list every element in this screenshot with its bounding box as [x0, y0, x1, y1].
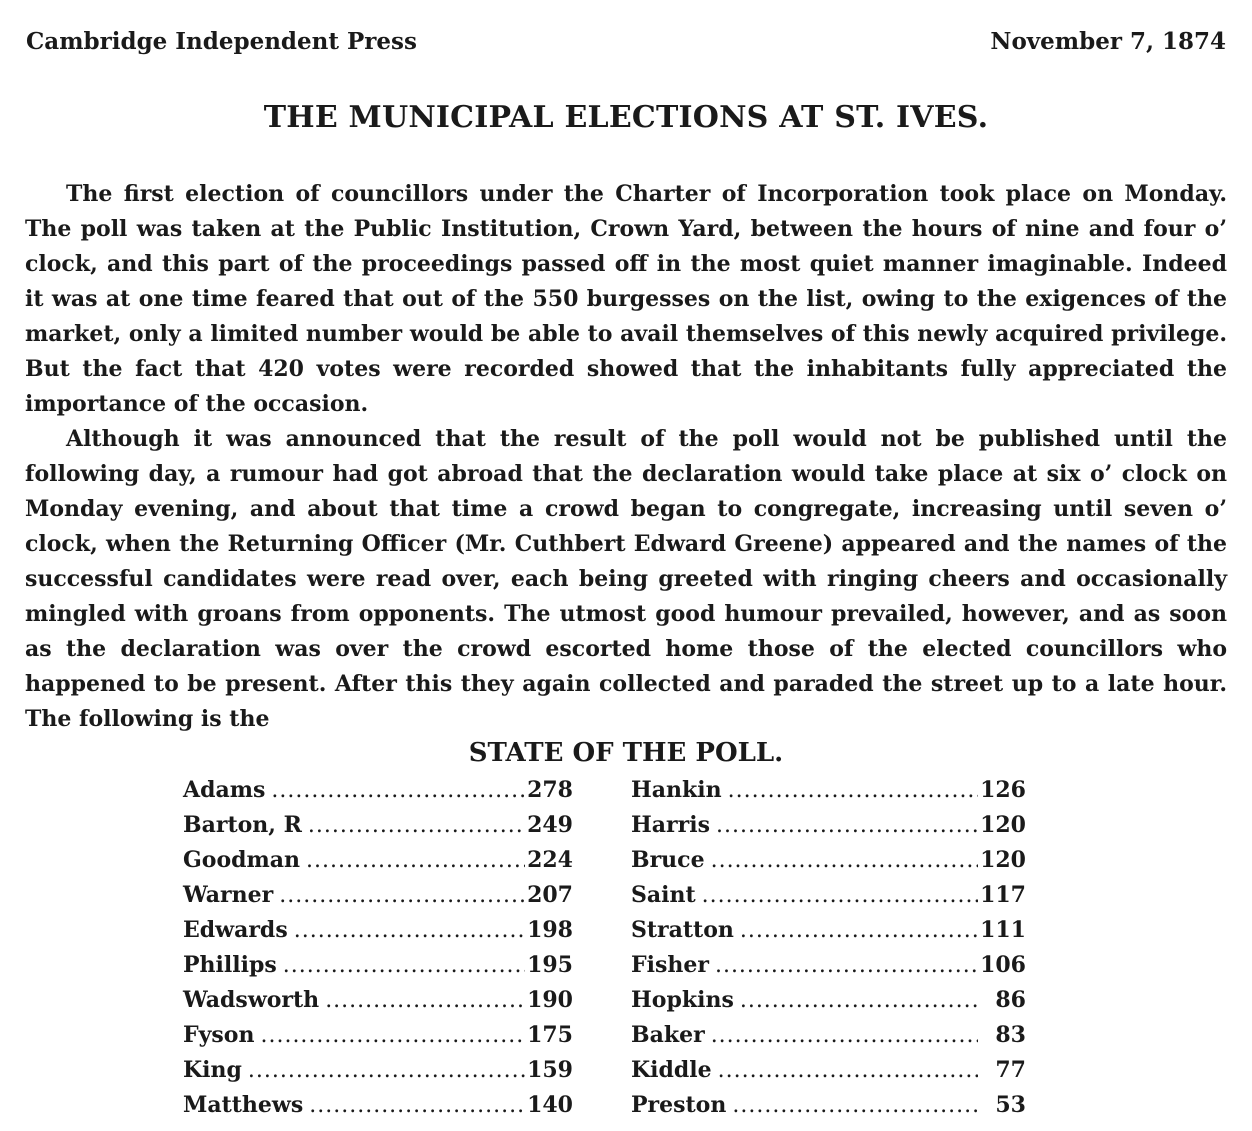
vote-count: 120	[980, 812, 1026, 838]
candidate-name: Warner	[183, 882, 274, 908]
leader-dots	[718, 1058, 978, 1083]
poll-row	[631, 917, 1026, 952]
poll-column-right	[631, 777, 1026, 1127]
article-paragraph: The first election of councillors under the Charter of Incorporation took place on Monday. The poll was taken at the Public Institution, Crown Yard, between the hours of nine and four o’ clock, and this part of the proceedings passed off in the most quiet manner imaginable. Indeed it was at one time feared that out of the 550 burgesses on the list, owing to the exigences of the market, only a limited number would be able to avail themselves of this newly acquired privilege. But the fact that 420 votes were recorded showed that the inhabitants fully appreciated the importance of the occasion.	[25, 181, 1227, 417]
poll-row	[183, 1092, 573, 1127]
poll-row	[183, 987, 573, 1022]
article-title: THE MUNICIPAL ELECTIONS AT ST. IVES.	[263, 100, 989, 135]
masthead	[26, 28, 1226, 60]
vote-count: 106	[980, 952, 1026, 978]
leader-dots	[271, 778, 525, 803]
leader-dots	[294, 918, 525, 943]
leader-dots	[279, 883, 525, 908]
candidate-name: Fyson	[183, 1022, 255, 1048]
leader-dots	[711, 1023, 978, 1048]
leader-dots	[308, 813, 525, 838]
candidate-name: Goodman	[183, 847, 301, 873]
vote-count: 278	[527, 777, 573, 803]
candidate-name: Stratton	[631, 917, 734, 943]
poll-row	[183, 777, 573, 812]
poll-table	[183, 777, 1026, 1127]
vote-count: 195	[527, 952, 573, 978]
vote-count: 207	[527, 882, 573, 908]
candidate-name: King	[183, 1057, 242, 1083]
leader-dots	[306, 848, 525, 873]
vote-count: 126	[980, 777, 1026, 803]
vote-count: 175	[527, 1022, 573, 1048]
vote-count: 86	[995, 987, 1026, 1013]
poll-row	[183, 952, 573, 987]
article-paragraph: Although it was announced that the result of the poll would not be published until the following day, a rumour had got abroad that the declaration would take place at six o’ clock on Monday evening, and about that time a crowd began to congregate, increasing until seven o’ clock, when the Returning Officer (Mr. Cuthbert Edward Greene) appeared and the names of the successful candidates were read over, each being greeted with ringing cheers and occasionally mingled with groans from opponents. The utmost good humour prevailed, however, and as soon as the declaration was over the crowd escorted home those of the elected councillors who happened to be present. After this they again collected and paraded the street up to a late hour. The following is the	[25, 426, 1227, 732]
leader-dots	[702, 883, 978, 908]
leader-dots	[732, 1093, 978, 1118]
candidate-name: Wadsworth	[183, 987, 320, 1013]
candidate-name: Harris	[631, 812, 710, 838]
candidate-name: Hankin	[631, 777, 722, 803]
poll-row	[183, 812, 573, 847]
leader-dots	[728, 778, 978, 803]
poll-row	[631, 777, 1026, 812]
vote-count: 77	[995, 1057, 1026, 1083]
poll-row	[631, 882, 1026, 917]
leader-dots	[716, 813, 978, 838]
vote-count: 198	[527, 917, 573, 943]
publication-name: Cambridge Independent Press	[26, 28, 417, 55]
vote-count: 159	[527, 1057, 573, 1083]
article-body	[25, 177, 1227, 737]
candidate-name: Hopkins	[631, 987, 734, 1013]
leader-dots	[740, 918, 978, 943]
poll-row	[631, 1057, 1026, 1092]
leader-dots	[740, 988, 978, 1013]
poll-column-left	[183, 777, 573, 1127]
leader-dots	[283, 953, 525, 978]
vote-count: 224	[527, 847, 573, 873]
candidate-name: Barton, R	[183, 812, 302, 838]
vote-count: 120	[980, 847, 1026, 873]
vote-count: 249	[527, 812, 573, 838]
vote-count: 53	[995, 1092, 1026, 1118]
candidate-name: Matthews	[183, 1092, 304, 1118]
candidate-name: Phillips	[183, 952, 277, 978]
poll-row	[183, 1022, 573, 1057]
candidate-name: Preston	[631, 1092, 727, 1118]
leader-dots	[711, 848, 978, 873]
poll-row	[631, 847, 1026, 882]
poll-row	[631, 812, 1026, 847]
poll-row	[183, 847, 573, 882]
poll-row	[183, 1057, 573, 1092]
candidate-name: Kiddle	[631, 1057, 712, 1083]
leader-dots	[715, 953, 978, 978]
candidate-name: Edwards	[183, 917, 288, 943]
vote-count: 117	[980, 882, 1026, 908]
leader-dots	[309, 1093, 525, 1118]
candidate-name: Bruce	[631, 847, 705, 873]
candidate-name: Fisher	[631, 952, 709, 978]
poll-row	[631, 987, 1026, 1022]
poll-row	[183, 882, 573, 917]
candidate-name: Baker	[631, 1022, 705, 1048]
leader-dots	[260, 1023, 525, 1048]
poll-row	[631, 952, 1026, 987]
vote-count: 190	[527, 987, 573, 1013]
candidate-name: Adams	[183, 777, 266, 803]
leader-dots	[325, 988, 525, 1013]
poll-row	[631, 1092, 1026, 1127]
vote-count: 140	[527, 1092, 573, 1118]
publication-date: November 7, 1874	[990, 28, 1226, 55]
leader-dots	[248, 1058, 525, 1083]
poll-heading: STATE OF THE POLL.	[468, 738, 784, 768]
vote-count: 111	[980, 917, 1026, 943]
poll-row	[631, 1022, 1026, 1057]
candidate-name: Saint	[631, 882, 696, 908]
poll-row	[183, 917, 573, 952]
vote-count: 83	[995, 1022, 1026, 1048]
